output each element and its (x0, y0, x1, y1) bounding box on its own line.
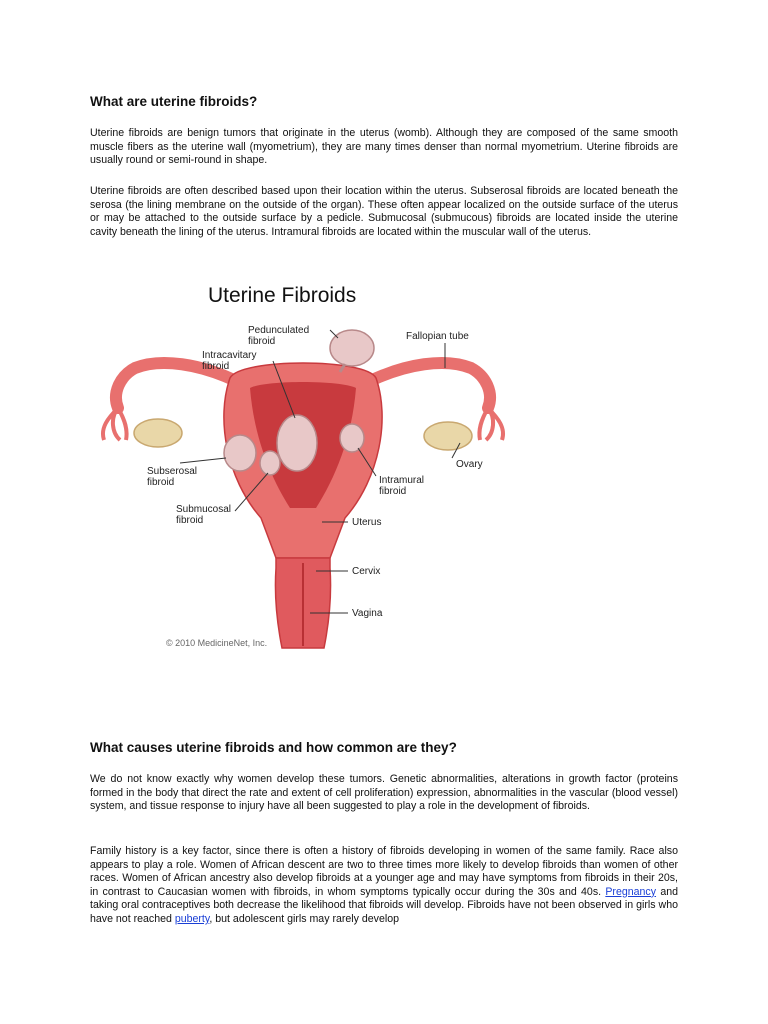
paragraph-risk-factors (90, 845, 678, 927)
uterine-fibroids-diagram (90, 268, 516, 663)
label-pedunculated-fibroid: Pedunculated fibroid (248, 325, 310, 347)
risk-factors-text-2: and taking oral contraceptives both decrease the likelihood that fibroids will develop. Fibroids have not been observed in girls who have not reached (90, 885, 678, 925)
image-copyright: © 2010 MedicineNet, Inc. (166, 638, 268, 648)
risk-factors-text-1: Family history is a key factor, since there is often a history of fibroids developing in women of the same family. Race also appears to play a role. Women of African descent are two to three times more likely to develop fibroids than women of other races. Women of African ancestry also develop fibroids at a younger age and may have symptoms from fibroids in their 20s, in contrast to Caucasian women with fibroids, in whom symptoms typically occur during the 30s and 40s. (90, 845, 678, 898)
heading-what-are-fibroids: What are uterine fibroids? (90, 94, 258, 109)
paragraph-causes: We do not know exactly why women develop these tumors. Genetic abnormalities, alterations in growth factor (proteins formed in the body that direct the rate and extent of cell proliferation) expression, abnormalities in the vascular (blood vessel) system, and tissue response to injury have all been suggested to play a role in the development of fibroids. (90, 773, 678, 813)
label-intracavitary-fibroid: Intracavitary fibroid (202, 350, 257, 372)
label-intramural-fibroid: Intramural fibroid (379, 475, 425, 497)
label-fallopian-tube: Fallopian tube (406, 331, 469, 342)
label-submucosal-fibroid: Submucosal fibroid (176, 504, 232, 526)
label-vagina: Vagina (352, 608, 383, 619)
link-puberty[interactable]: puberty (174, 912, 210, 925)
link-pregnancy[interactable]: Pregnancy (605, 885, 657, 898)
label-uterus: Uterus (352, 517, 382, 528)
heading-causes: What causes uterine fibroids and how common are they? (90, 740, 457, 755)
label-ovary: Ovary (456, 459, 483, 470)
risk-factors-text-3: , but adolescent girls may rarely develop (209, 912, 399, 925)
paragraph-definition: Uterine fibroids are benign tumors that originate in the uterus (womb). Although they are composed of the same smooth muscle fibers as the uterine wall (myometrium), they are many times denser than normal myometrium. Uterine fibroids are usually round or semi-round in shape. (90, 127, 678, 167)
paragraph-location: Uterine fibroids are often described based upon their location within the uterus. Subserosal fibroids are located beneath the serosa (the lining membrane on the outside of the organ). These often appear localized on the outside surface of the uterus or may be attached to the outside surface by a pedicle. Submucosal (submucous) fibroids are located inside the uterine cavity beneath the lining of the uterus. Intramural fibroids are located within the muscular wall of the uterus. (90, 185, 678, 238)
label-subserosal-fibroid: Subserosal fibroid (147, 466, 198, 488)
label-cervix: Cervix (352, 566, 381, 577)
diagram-title: Uterine Fibroids (208, 284, 357, 307)
